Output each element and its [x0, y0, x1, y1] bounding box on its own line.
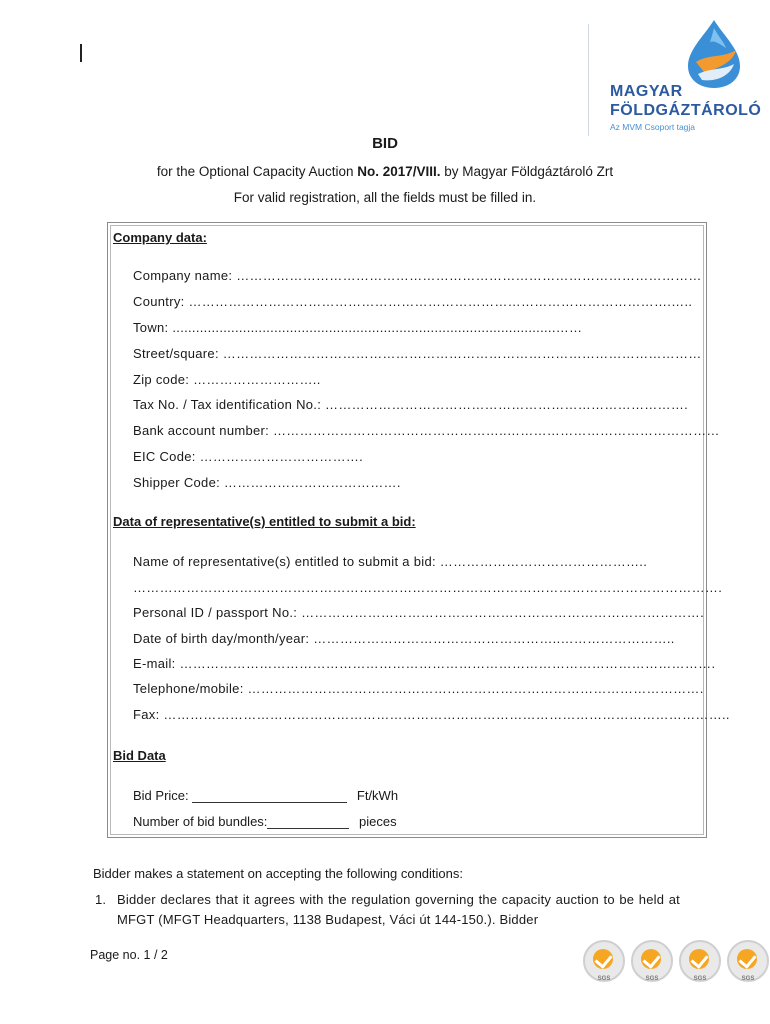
zip-code-field[interactable]: Zip code: ………………………..: [133, 372, 321, 387]
bid-price-label: Bid Price:: [133, 788, 189, 803]
logo-divider: [588, 24, 589, 136]
bid-price-row: [133, 788, 398, 803]
logo-wordmark-line1: MAGYAR: [610, 83, 683, 100]
subtitle-pre: for the Optional Capacity Auction: [156, 164, 358, 179]
condition-item: [95, 890, 680, 930]
fax-field[interactable]: Fax: ………………………………………………………………………………………………………………..: [133, 707, 730, 722]
text-cursor-mark: [80, 44, 82, 62]
street-field[interactable]: Street/square: ………………………………………………………………………………………………: [133, 346, 702, 361]
bid-price-unit: Ft/kWh: [356, 788, 399, 803]
bid-bundles-label: Number of bid bundles:: [133, 814, 268, 829]
auction-number: No. 2017/VIII.: [357, 164, 441, 179]
telephone-field[interactable]: Telephone/mobile: ………………………………………………………………………………………….: [133, 681, 704, 696]
bid-bundles-row: [133, 814, 397, 829]
bid-bundles-unit: pieces: [359, 814, 397, 829]
bank-account-field[interactable]: Bank account number: ……………………………………………..…………………………………………: [133, 423, 720, 438]
page-number: Page no. 1 / 2: [90, 948, 168, 962]
representative-name-field[interactable]: Name of representative(s) entitled to submit a bid: ………………………………………..: [133, 554, 648, 569]
logo-wordmark-line2: FÖLDGÁZTÁROLÓ: [610, 102, 762, 119]
shipper-code-field[interactable]: Shipper Code: ………………………………….: [133, 475, 401, 490]
document-title: BID: [372, 135, 398, 152]
country-field[interactable]: Country: ……………………………………………………………………………………………….…..: [133, 294, 693, 309]
email-field[interactable]: E-mail: ………………………………………………………………………………………………………….: [133, 656, 716, 671]
subtitle-post: by Magyar Földgáztároló Zrt: [440, 164, 614, 179]
date-of-birth-field[interactable]: Date of birth day/month/year: ………………………………………………..……………………..: [133, 631, 675, 646]
personal-id-field[interactable]: Personal ID / passport No.: ……………………………………………………………………………….: [133, 605, 704, 620]
sgs-certification-icon: SGS: [727, 940, 769, 982]
town-field[interactable]: Town: ..................................................................................................……: [133, 320, 583, 335]
bid-bundles-input[interactable]: [267, 816, 349, 829]
registration-note: For valid registration, all the fields must be filled in.: [233, 190, 537, 205]
eic-code-field[interactable]: EIC Code: ……………………………….: [133, 449, 364, 464]
tax-number-field[interactable]: Tax No. / Tax identification No.: ……………………………………………………………………….: [133, 397, 689, 412]
statement-intro: Bidder makes a statement on accepting the following conditions:: [93, 866, 463, 881]
condition-text: Bidder declares that it agrees with the regulation governing the capacity auction to be held at MFGT (MFGT Headquarters, 1138 Budapest, Váci út 144-150.). Bidder: [117, 892, 680, 927]
sgs-certification-icon: SGS: [583, 940, 625, 982]
bid-price-input[interactable]: [192, 790, 347, 803]
company-name-field[interactable]: Company name: ……………………………………………………………………………………………: [133, 268, 702, 283]
representative-heading: Data of representative(s) entitled to submit a bid:: [113, 514, 416, 529]
logo-tagline: Az MVM Csoport tagja: [610, 122, 696, 132]
sgs-certification-icon: SGS: [679, 940, 721, 982]
water-drop-icon: [684, 18, 744, 90]
bid-data-heading: Bid Data: [113, 748, 166, 763]
representative-name-continued-field[interactable]: …………………………………………………………………………………………………………………….: [133, 580, 723, 595]
condition-number: 1.: [95, 892, 107, 907]
company-logo: [600, 18, 762, 132]
certification-badges: [583, 940, 769, 982]
company-data-heading: Company data:: [113, 230, 207, 245]
sgs-certification-icon: SGS: [631, 940, 673, 982]
document-subtitle: [0, 164, 770, 179]
bid-form-box: [107, 222, 707, 838]
